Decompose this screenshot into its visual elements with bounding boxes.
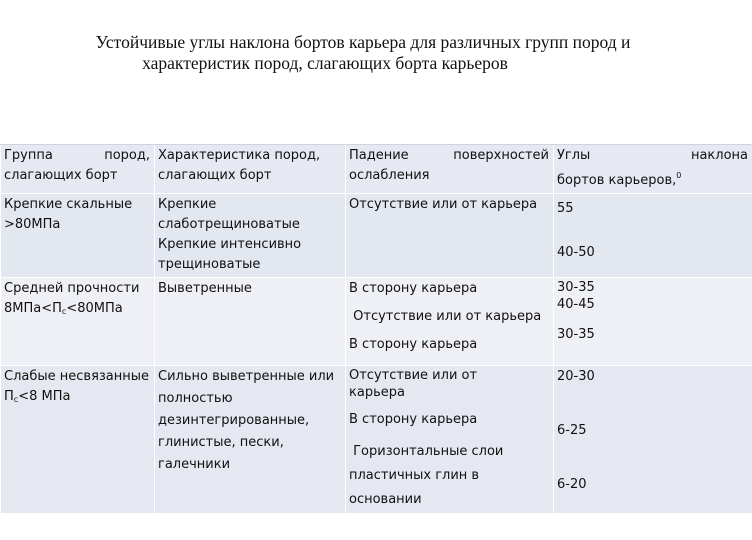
table-header-row bbox=[1, 145, 752, 194]
cell-slope-angles: 30-35 40-45 30-35 bbox=[554, 278, 752, 366]
cell-weakness-dip: Отсутствие или от карьера bbox=[346, 194, 554, 278]
cell-rock-characteristic: Сильно выветренные или полностью дезинтегрированные, глинистые, пески, галечники bbox=[155, 366, 346, 514]
slope-angles-table bbox=[0, 144, 752, 514]
degree-sign: 0 bbox=[676, 171, 682, 180]
cell-rock-group: Слабые несвязанные $П_с<8$ МПа bbox=[1, 366, 155, 514]
cell-weakness-dip: Отсутствие или от карьера В сторону карьера Горизонтальные слои пластичных глин в основании bbox=[346, 366, 554, 514]
cell-rock-group: Крепкие скальные >80МПа bbox=[1, 194, 155, 278]
cell-rock-group: Средней прочности $8МПа<П_с<80МПа$ bbox=[1, 278, 155, 366]
header-rock-characteristic: Характеристика пород, слагающих борт bbox=[155, 145, 346, 194]
header-weakness-dip: Падение поверхностей ослабления bbox=[346, 145, 554, 194]
cell-weakness-dip: В сторону карьера Отсутствие или от карьера В сторону карьера bbox=[346, 278, 554, 366]
title-line-2: характеристик пород, слагающих борта карьеров bbox=[142, 53, 508, 73]
table-row bbox=[1, 194, 752, 278]
header-slope-angles: Углы наклона бортов карьеров,$^0$ bbox=[554, 145, 752, 194]
cell-rock-characteristic: Крепкие слаботрещиноватые Крепкие интенсивно трещиноватые bbox=[155, 194, 346, 278]
cell-rock-characteristic: Выветренные bbox=[155, 278, 346, 366]
header-rock-group: Группа пород, слагающих борт bbox=[1, 145, 155, 194]
slide-title bbox=[0, 32, 720, 74]
cell-slope-angles: 55 40-50 bbox=[554, 194, 752, 278]
cell-slope-angles: 20-30 6-25 6-20 bbox=[554, 366, 752, 514]
table-row bbox=[1, 366, 752, 514]
table-row bbox=[1, 278, 752, 366]
title-line-1: Устойчивые углы наклона бортов карьера для различных групп пород и bbox=[95, 32, 631, 52]
